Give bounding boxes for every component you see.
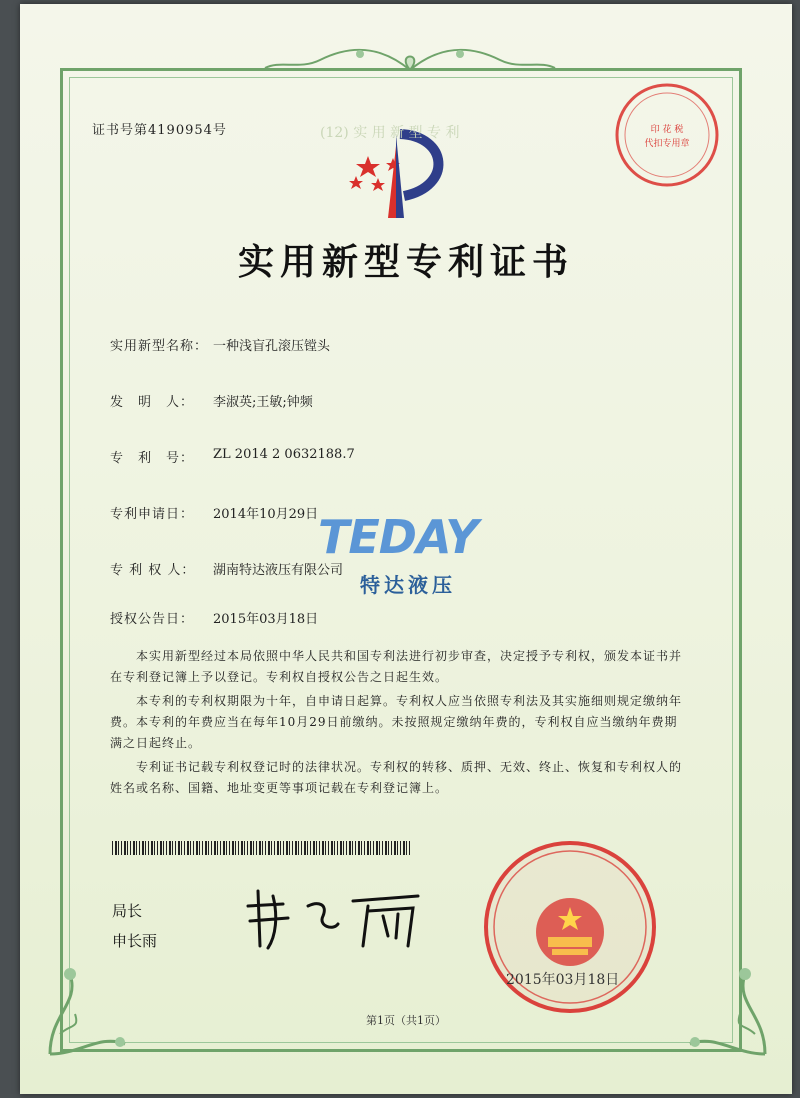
field-label-application-date: 专利申请日： [110, 507, 195, 522]
national-ip-office-seal [480, 837, 660, 1017]
corner-ornament-bottom-right [685, 954, 775, 1064]
director-signature [238, 876, 428, 956]
page-footer: 第1页（共1页） [366, 1014, 446, 1027]
field-label-patentee: 专 利 权 人： [110, 563, 196, 578]
certificate-paper [20, 4, 792, 1094]
field-label-patent-number: 专 利 号： [110, 451, 195, 466]
bleed-through-text: (12) 实 用 新 型 专 利 [320, 125, 460, 141]
teday-logo-text: TEDAY [318, 510, 478, 564]
field-value-patent-number: ZL 2014 2 0632188.7 [213, 447, 355, 462]
barcode [112, 841, 412, 855]
body-paragraph: 本实用新型经过本局依照中华人民共和国专利法进行初步审查，决定授予专利权，颁发本证书并在专利登记簿上予以登记。专利权自授权公告之日起生效。 [110, 649, 683, 684]
body-paragraph: 专利证书记载专利权登记时的法律状况。专利权的转移、质押、无效、终止、恢复和专利权人的姓名或名称、国籍、地址变更等事项记载在专利登记簿上。 [110, 760, 683, 795]
certificate-number: 证书号第4190954号 [92, 123, 227, 138]
teday-logo-chinese: 特达液压 [360, 573, 456, 597]
certificate-title: 实用新型专利证书 [237, 242, 574, 283]
field-value-inventors: 李淑英;王敏;钟频 [213, 395, 313, 410]
svg-text:代扣专用章: 代扣专用章 [644, 139, 690, 149]
tax-stamp-seal [612, 80, 722, 190]
field-value-patentee: 湖南特达液压有限公司 [213, 563, 344, 578]
corner-ornament-bottom-left [40, 954, 130, 1064]
body-paragraph: 本专利的专利权期限为十年，自申请日起算。专利权人应当依照专利法及其实施细则规定缴纳年费。本专利的年费应当在每年10月29日前缴纳。未按照规定缴纳年费的，专利权自应当缴纳年费期满之日起终止。 [110, 694, 683, 750]
director-name: 申长雨 [112, 932, 158, 950]
svg-text:印 花 税: 印 花 税 [650, 125, 684, 135]
field-value-application-date: 2014年10月29日 [213, 507, 319, 522]
director-title: 局长 [112, 902, 143, 920]
field-label-name: 实用新型名称： [110, 339, 209, 354]
field-label-grant-date: 授权公告日： [110, 612, 195, 627]
seal-date: 2015年03月18日 [506, 972, 620, 988]
field-value-name: 一种浅盲孔滚压镗头 [213, 339, 331, 354]
field-label-inventors: 发 明 人： [110, 395, 195, 410]
field-value-grant-date: 2015年03月18日 [213, 612, 319, 627]
